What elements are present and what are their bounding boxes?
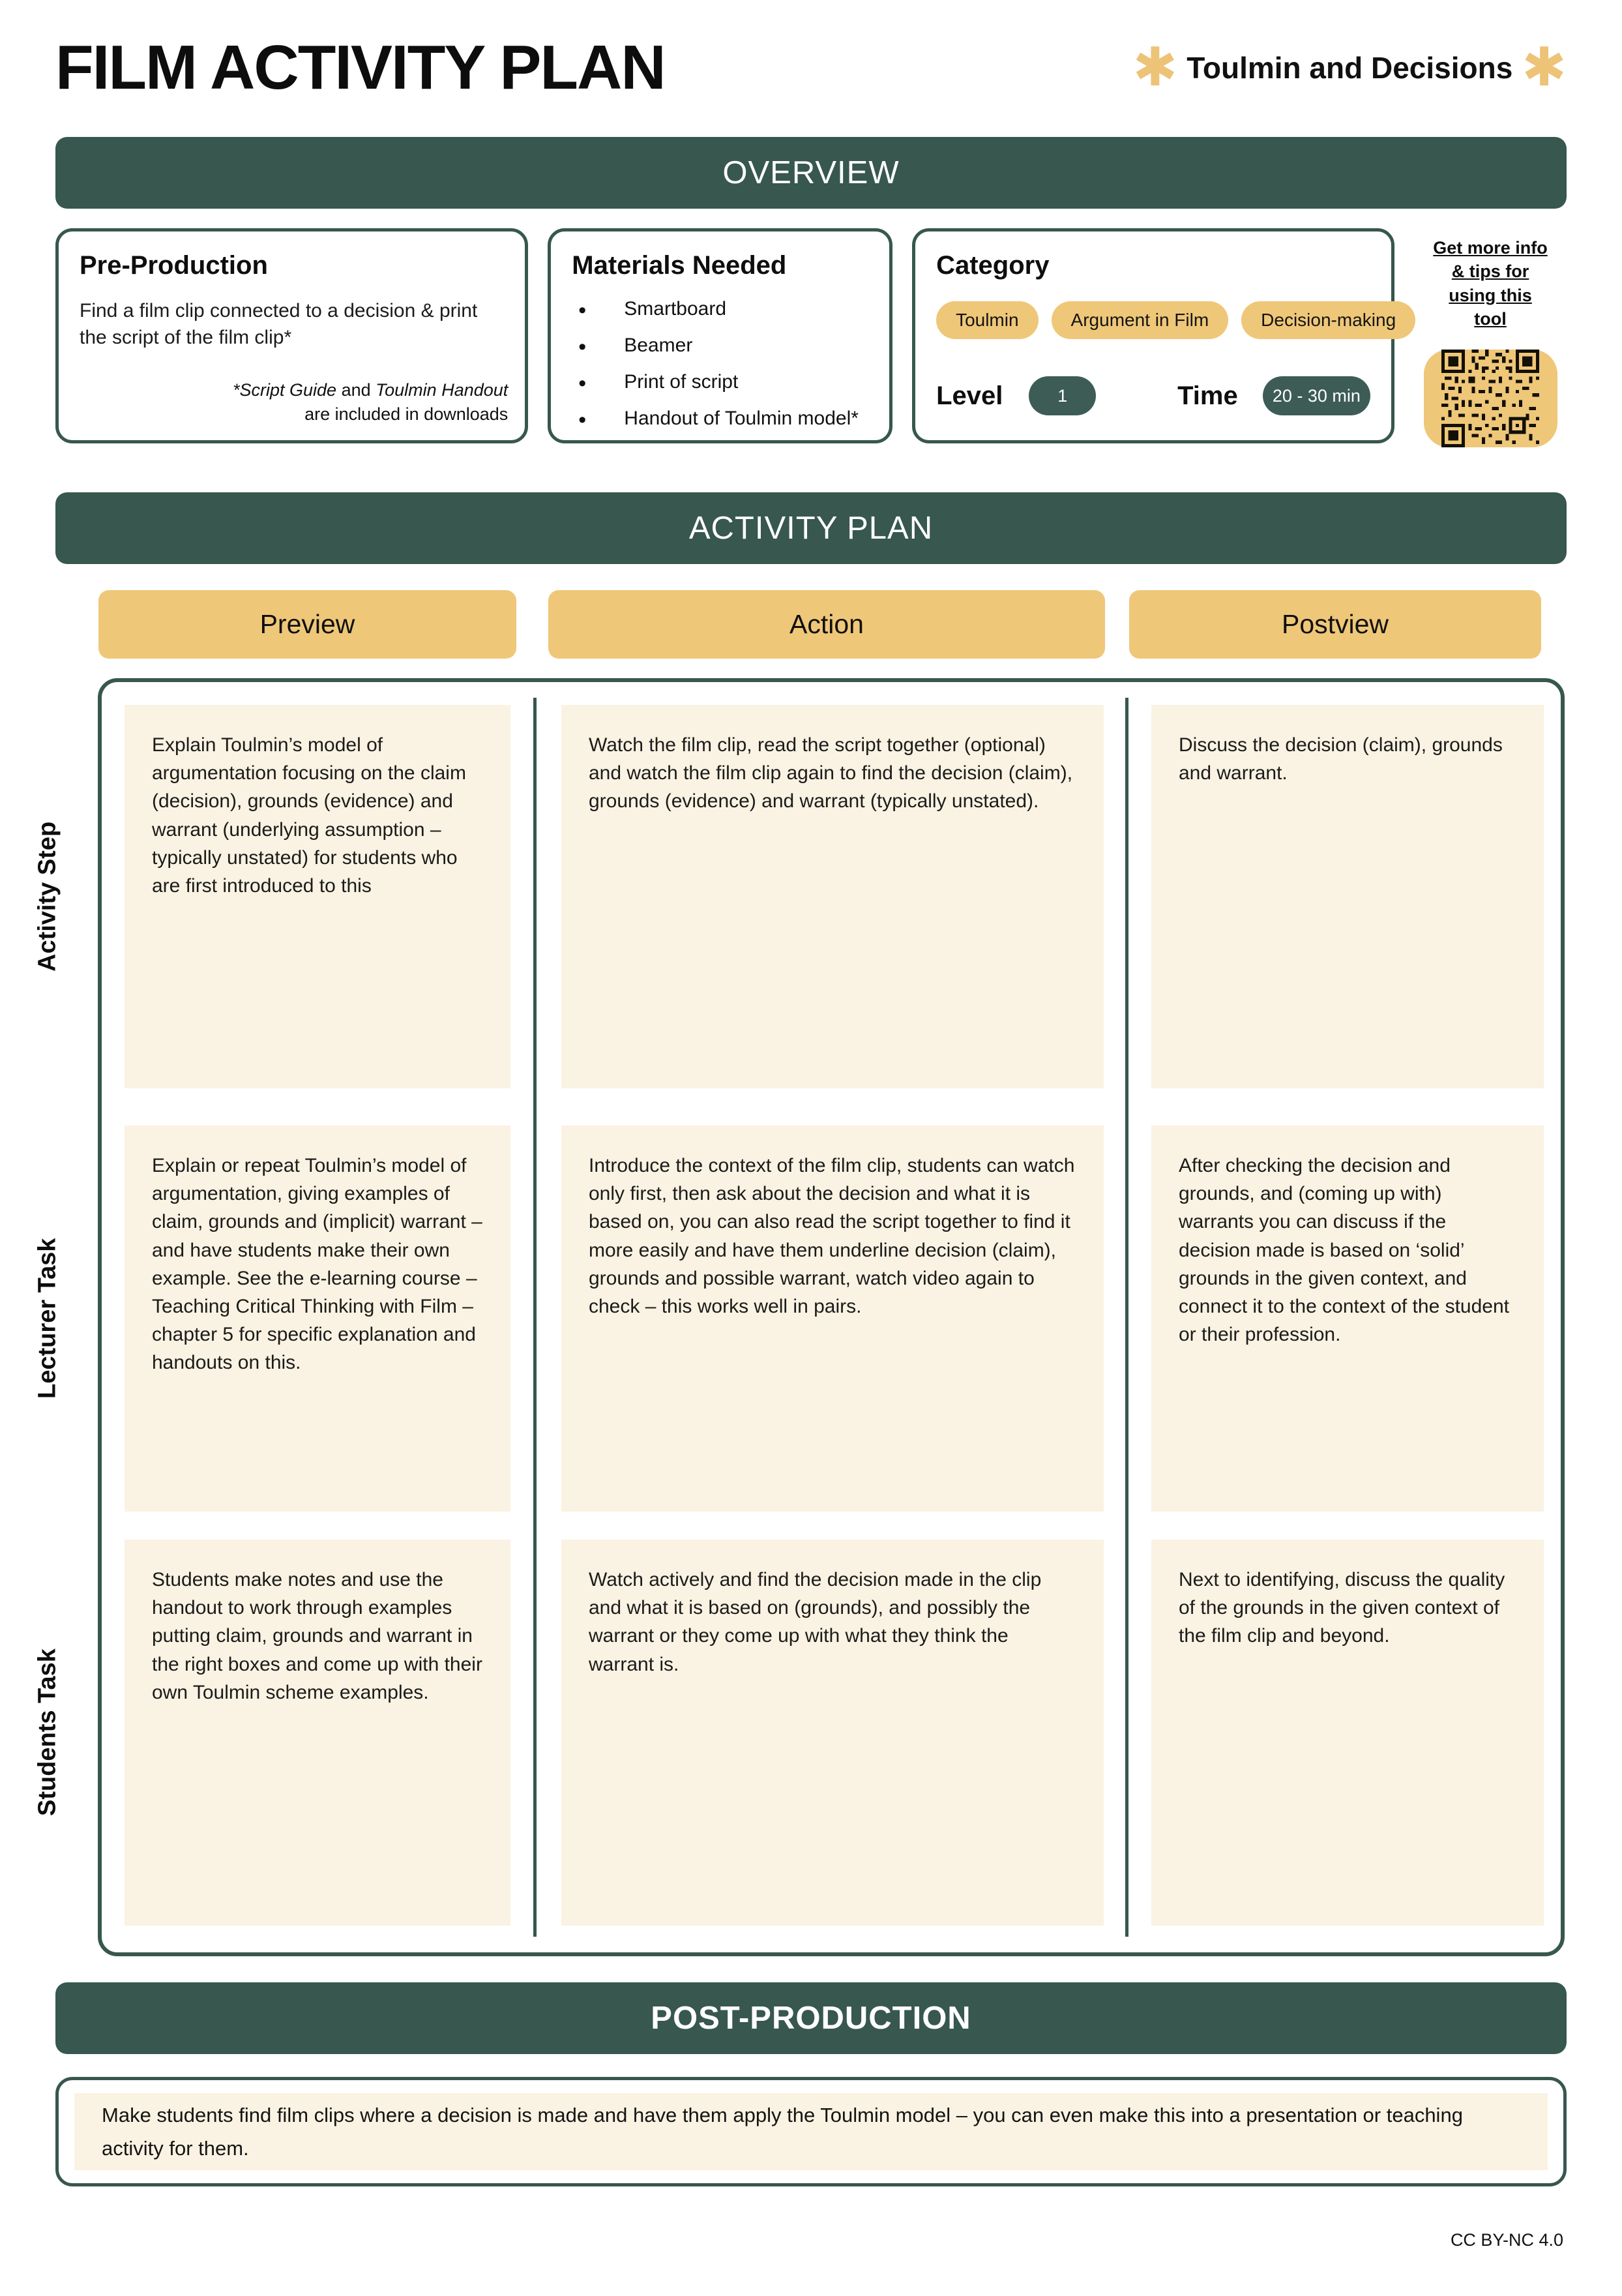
category-card bbox=[912, 228, 1394, 443]
time-label: Time bbox=[1177, 381, 1238, 410]
tag-argument-in-film: Argument in Film bbox=[1052, 301, 1229, 339]
cell-activity-step-action: Watch the film clip, read the script together (optional) and watch the film clip again to find the decision (claim), grounds (evidence) and warrant (typically unstated). bbox=[561, 705, 1104, 1088]
row-label-students-task: Students Task bbox=[33, 1648, 61, 1817]
brand bbox=[1132, 37, 1567, 97]
page-title: FILM ACTIVITY PLAN bbox=[55, 32, 665, 102]
post-production-body: Make students find film clips where a decision is made and have them apply the Toulmin model – you can even make this into a presentation or teaching activity for them. bbox=[74, 2093, 1548, 2170]
materials-item: • Beamer bbox=[572, 334, 868, 360]
pre-production-card bbox=[55, 228, 528, 443]
asterisk-icon: ✱ bbox=[1132, 37, 1178, 97]
footnote-text: and bbox=[336, 380, 376, 400]
asterisk-icon: ✱ bbox=[1522, 37, 1567, 97]
license-text: CC BY-NC 4.0 bbox=[1450, 2230, 1563, 2250]
cell-students-task-postview: Next to identifying, discuss the quality of the grounds in the given context of the film clip and beyond. bbox=[1151, 1540, 1544, 1926]
cell-lecturer-task-postview: After checking the decision and grounds, and (coming up with) warrants you can discuss if the decision made is based on ‘solid’ grounds in the given context, and connect it to the context of the student or their profession. bbox=[1151, 1126, 1544, 1512]
post-production-banner: POST-PRODUCTION bbox=[55, 1982, 1567, 2054]
materials-item: • Print of script bbox=[572, 370, 868, 396]
footnote-italic: *Script Guide bbox=[233, 380, 337, 400]
qr-code-image bbox=[1441, 350, 1539, 447]
info-column bbox=[1414, 228, 1567, 443]
level-label: Level bbox=[936, 381, 1003, 410]
level-time-row bbox=[936, 376, 1370, 415]
header bbox=[0, 0, 1622, 108]
tag-toulmin: Toulmin bbox=[936, 301, 1038, 339]
overview-row bbox=[55, 228, 1567, 443]
row-label-lecturer-task: Lecturer Task bbox=[33, 1238, 61, 1399]
column-header-action: Action bbox=[548, 590, 1105, 659]
cell-lecturer-task-preview: Explain or repeat Toulmin’s model of argumentation, giving examples of claim, grounds and (implicit) warrant – and have students make their own example. See the e-learning course – Teaching Critical Thinking with Film – chapter 5 for specific explanation and handouts on this. bbox=[125, 1126, 510, 1512]
materials-item: • Handout of Toulmin model* bbox=[572, 407, 868, 433]
pre-production-title: Pre-Production bbox=[80, 251, 268, 280]
time-badge: 20 - 30 min bbox=[1263, 376, 1370, 415]
materials-title: Materials Needed bbox=[572, 251, 787, 280]
column-header-preview: Preview bbox=[98, 590, 516, 659]
column-header-postview: Postview bbox=[1129, 590, 1541, 659]
qr-code bbox=[1424, 350, 1557, 447]
column-headers bbox=[0, 590, 1622, 659]
cell-activity-step-postview: Discuss the decision (claim), grounds and warrant. bbox=[1151, 705, 1544, 1088]
pre-production-body: Find a film clip connected to a decision & print the script of the film clip* bbox=[80, 300, 478, 349]
materials-item: • Smartboard bbox=[572, 297, 868, 323]
footnote-italic: Toulmin Handout bbox=[376, 380, 509, 400]
materials-list bbox=[572, 297, 868, 433]
cell-lecturer-task-action: Introduce the context of the film clip, students can watch only first, then ask about the decision and what it is based on, you can also read the script together to find it more easily and have them underline decision (claim), grounds and possible warrant, watch video again to check – this works well in pairs. bbox=[561, 1126, 1104, 1512]
brand-title: Toulmin and Decisions bbox=[1187, 50, 1513, 85]
info-link[interactable]: Get more info & tips for using this tool bbox=[1433, 238, 1548, 329]
pre-production-footnote bbox=[233, 378, 508, 426]
category-tags bbox=[936, 301, 1396, 339]
cell-students-task-action: Watch actively and find the decision made in the clip and what it is based on (grounds), and possibly the warrant or they come up with what they think the warrant is. bbox=[561, 1540, 1104, 1926]
post-production-card bbox=[55, 2077, 1567, 2186]
column-divider bbox=[1125, 698, 1128, 1937]
activity-plan-grid bbox=[33, 678, 1565, 1956]
footnote-text: are included in downloads bbox=[304, 404, 509, 424]
category-title: Category bbox=[936, 251, 1050, 280]
overview-banner: OVERVIEW bbox=[55, 137, 1567, 209]
row-label-activity-step: Activity Step bbox=[33, 821, 61, 972]
column-divider bbox=[533, 698, 537, 1937]
level-badge: 1 bbox=[1029, 376, 1096, 415]
materials-card bbox=[548, 228, 892, 443]
activity-plan-banner: ACTIVITY PLAN bbox=[55, 492, 1567, 564]
cell-students-task-preview: Students make notes and use the handout to work through examples putting claim, grounds and warrant in the right boxes and come up with their own Toulmin scheme examples. bbox=[125, 1540, 510, 1926]
tag-decision-making: Decision-making bbox=[1241, 301, 1415, 339]
cell-activity-step-preview: Explain Toulmin’s model of argumentation focusing on the claim (decision), grounds (evidence) and warrant (underlying assumption – typically unstated) for students who are first introduced to this bbox=[125, 705, 510, 1088]
